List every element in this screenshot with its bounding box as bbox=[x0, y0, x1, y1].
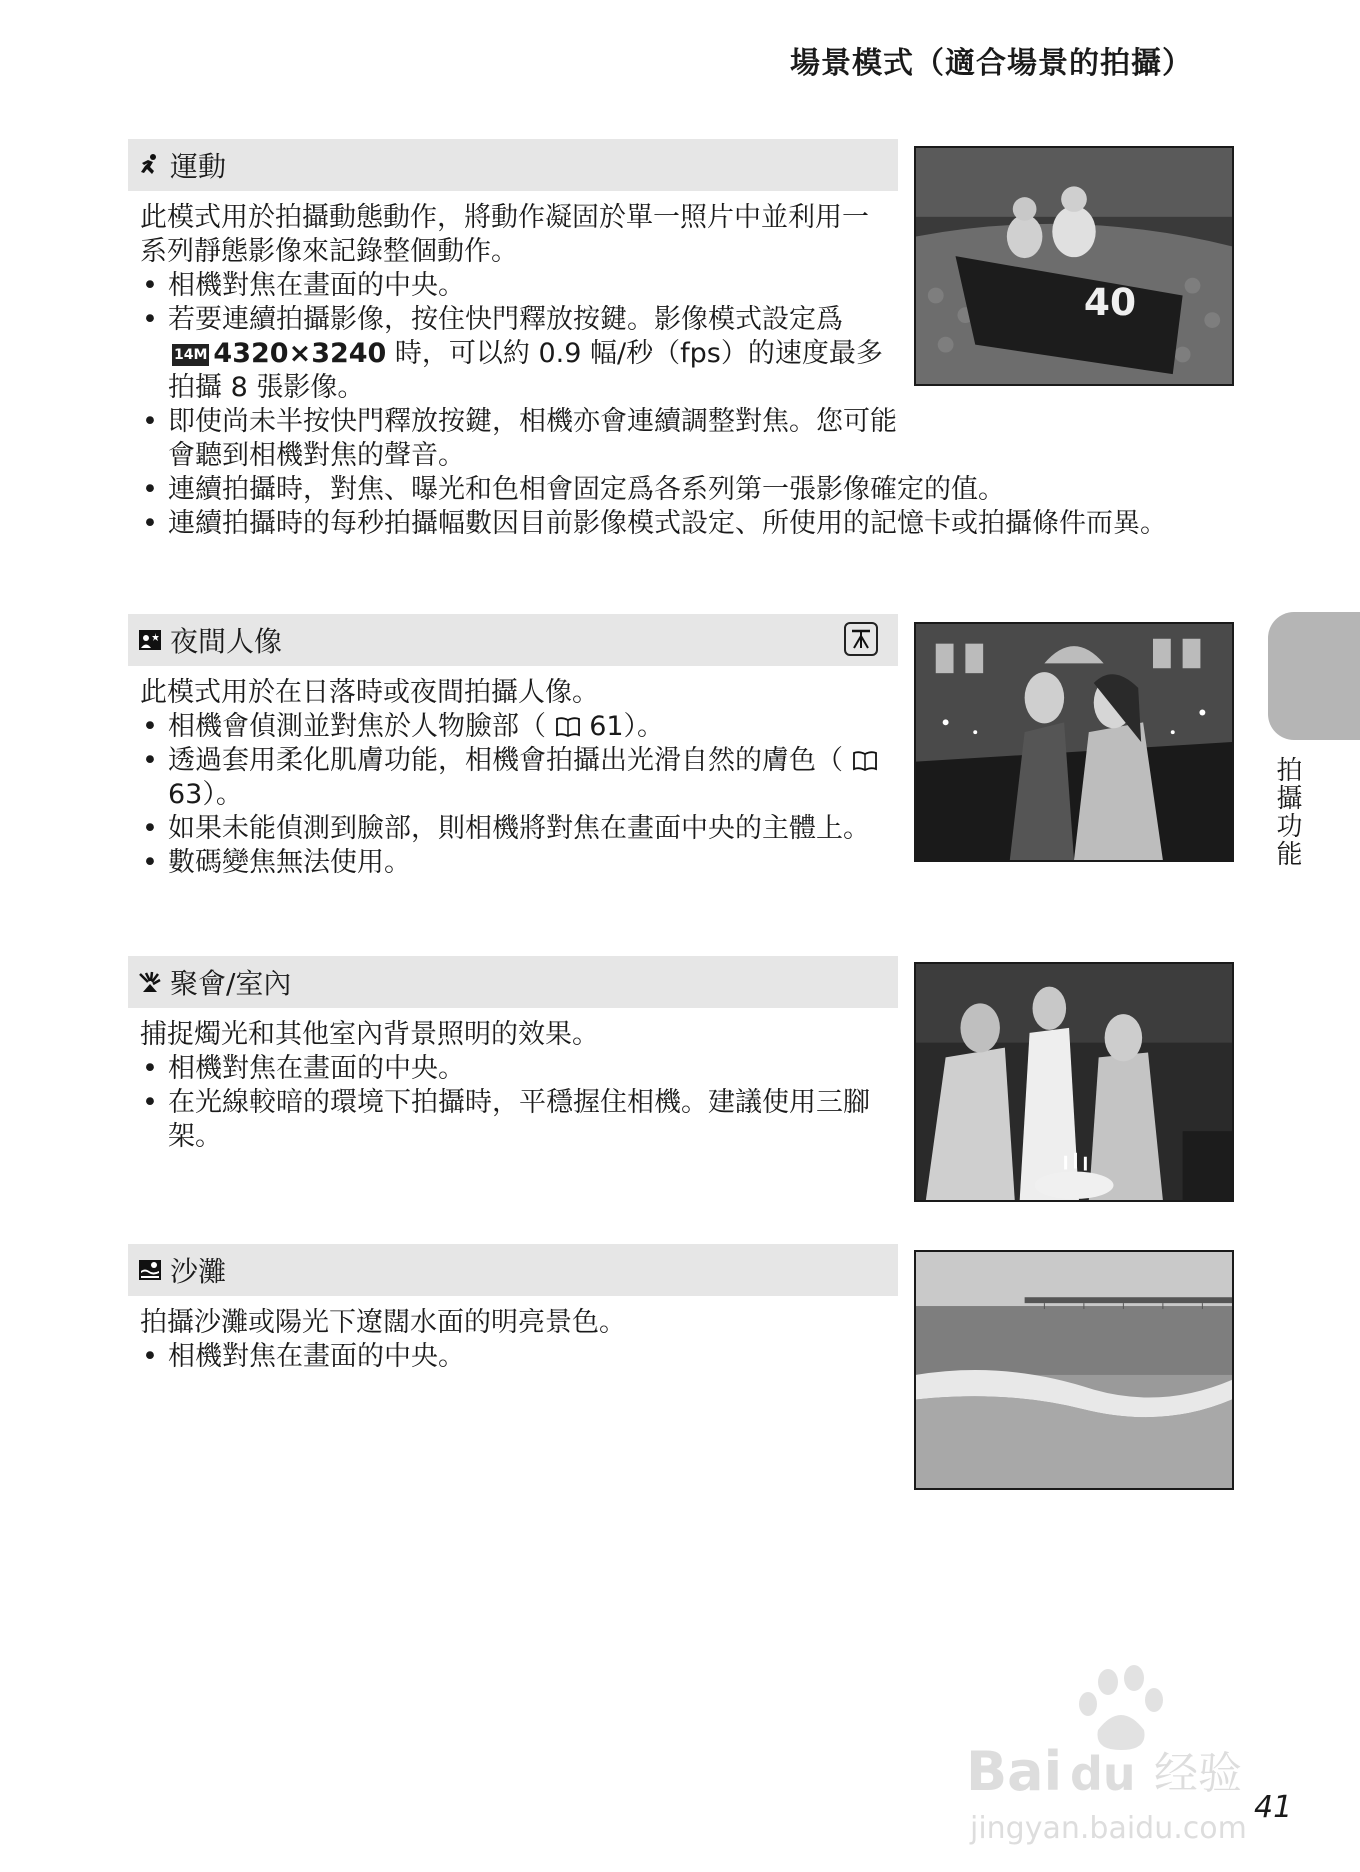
page-number: 41 bbox=[1254, 1790, 1293, 1825]
chapter-tab-label: 拍攝功能 bbox=[1272, 756, 1302, 868]
bullet-list bbox=[140, 269, 1167, 541]
section-sports bbox=[128, 139, 1167, 541]
book-reference-icon bbox=[843, 745, 878, 776]
image-mode-14m-icon: 14M bbox=[172, 344, 209, 366]
svg-text:经验: 经验 bbox=[1154, 1748, 1242, 1799]
list-item: • 即使尚未半按快門釋放按鍵，相機亦會連續調整對焦。您可能會聽到相機對焦的聲音。 bbox=[140, 405, 908, 473]
section-intro: 捕捉燭光和其他室內背景照明的效果。 bbox=[140, 1019, 599, 1050]
svg-text:Bai: Bai bbox=[966, 1740, 1063, 1803]
party-indoor-sample-photo bbox=[914, 962, 1234, 1202]
list-item: • 相機對焦在畫面的中央。 bbox=[140, 1052, 880, 1086]
beach-sample-photo bbox=[914, 1250, 1234, 1490]
list-item: • 在光線較暗的環境下拍攝時，平穩握住相機。建議使用三腳架。 bbox=[140, 1086, 880, 1154]
section-party-indoor bbox=[128, 956, 898, 1154]
chapter-tab bbox=[1268, 612, 1360, 740]
section-intro: 此模式用於拍攝動態動作，將動作凝固於單一照片中並利用一系列靜態影像來記錄整個動作。 bbox=[140, 202, 869, 267]
bullet-list bbox=[140, 1340, 898, 1374]
list-item: • 相機對焦在畫面的中央。 bbox=[140, 1340, 898, 1374]
list-item bbox=[140, 744, 880, 812]
list-item-text: ）。 bbox=[202, 779, 243, 810]
beach-icon bbox=[138, 1258, 162, 1282]
baidu-watermark bbox=[958, 1660, 1268, 1850]
book-reference-icon bbox=[546, 711, 589, 742]
sports-sample-photo bbox=[914, 146, 1234, 386]
list-item: • 數碼變焦無法使用。 bbox=[140, 846, 880, 880]
list-item-text: 透過套用柔化肌膚功能，相機會拍攝出光滑自然的膚色（ bbox=[168, 745, 843, 776]
section-header bbox=[128, 1244, 898, 1296]
list-item-text: ）。 bbox=[623, 711, 665, 742]
list-item: • 連續拍攝時，對焦、曝光和色相會固定爲各系列第一張影像確定的值。 bbox=[140, 473, 1298, 507]
svg-text:jingyan.baidu.com: jingyan.baidu.com bbox=[970, 1811, 1247, 1846]
list-item: • 相機對焦在畫面的中央。 bbox=[140, 269, 898, 303]
section-body bbox=[128, 1018, 898, 1154]
section-intro: 拍攝沙灘或陽光下遼闊水面的明亮景色。 bbox=[140, 1307, 626, 1338]
section-title: 夜間人像 bbox=[170, 625, 283, 658]
section-header bbox=[128, 139, 898, 191]
section-night-portrait bbox=[128, 614, 898, 880]
section-beach bbox=[128, 1244, 898, 1374]
list-item-text: 相機會偵測並對焦於人物臉部（ bbox=[168, 711, 546, 742]
section-title: 沙灘 bbox=[170, 1255, 227, 1288]
night-portrait-sample-photo bbox=[914, 622, 1234, 862]
section-body bbox=[128, 1306, 898, 1374]
list-item bbox=[140, 303, 888, 405]
bullet-list bbox=[140, 710, 880, 880]
page-reference[interactable]: 61 bbox=[589, 711, 624, 742]
sports-icon bbox=[138, 153, 162, 177]
section-title: 運動 bbox=[170, 150, 227, 183]
page-reference[interactable]: 63 bbox=[168, 779, 203, 810]
section-body bbox=[128, 201, 1167, 541]
section-header bbox=[128, 956, 898, 1008]
page-title: 場景模式（適合場景的拍攝） bbox=[790, 46, 1193, 81]
list-item-text: 若要連續拍攝影像，按住快門釋放按鍵。影像模式設定爲 bbox=[168, 304, 843, 335]
section-body bbox=[128, 676, 898, 880]
night-portrait-icon bbox=[138, 628, 162, 652]
image-size-value: 4320×3240 bbox=[213, 338, 387, 369]
section-intro: 此模式用於在日落時或夜間拍攝人像。 bbox=[140, 677, 599, 708]
bullet-list bbox=[140, 1052, 880, 1154]
tripod-icon bbox=[844, 622, 878, 656]
list-item: • 如果未能偵測到臉部，則相機將對焦在畫面中央的主體上。 bbox=[140, 812, 880, 846]
list-item bbox=[140, 710, 880, 744]
list-item: • 連續拍攝時的每秒拍攝幅數因目前影像模式設定、所使用的記憶卡或拍攝條件而異。 bbox=[140, 507, 1288, 541]
section-header bbox=[128, 614, 898, 666]
section-title: 聚會/室內 bbox=[170, 967, 292, 1000]
list-item-text: 時，可以約 0.9 幅/秒（fps）的速度最多拍攝 8 張影像。 bbox=[168, 338, 883, 403]
kart-number: 40 bbox=[1083, 280, 1137, 325]
party-indoor-icon bbox=[138, 970, 162, 994]
svg-text:du: du bbox=[1070, 1747, 1136, 1801]
